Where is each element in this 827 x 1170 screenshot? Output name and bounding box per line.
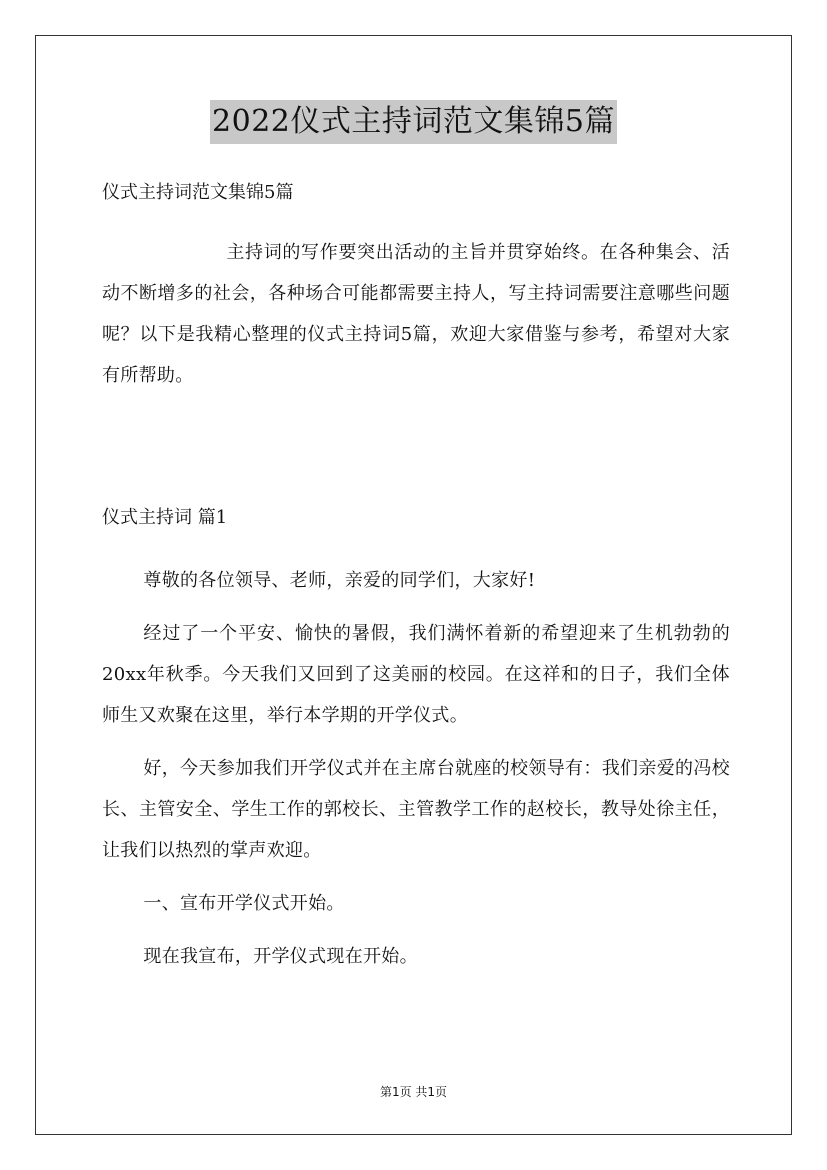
body-paragraph-4: 一、宣布开学仪式开始。 [143,893,345,914]
body-paragraph-3: 好，今天参加我们开学仪式并在主席台就座的校领导有：我们亲爱的冯校长、主管安全、学生工作的郭校长、主管教学工作的赵校长，教导处徐主任，让我们以热烈的掌声欢迎。 [102,758,730,861]
body-paragraph-5: 现在我宣布，开学仪式现在开始。 [143,946,418,967]
body-paragraph-1: 尊敬的各位领导、老师，亲爱的同学们，大家好! [143,570,536,591]
document-subtitle: 仪式主持词范文集锦5篇 [102,182,294,203]
intro-paragraph [102,232,730,396]
page-footer: 第1页 共1页 [379,1085,448,1099]
body-text [102,560,730,989]
intro-text: 主持词的写作要突出活动的主旨并贯穿始终。在各种集会、活动不断增多的社会，各种场合可能都需要主持人，写主持词需要注意哪些问题呢？以下是我精心整理的仪式主持词5篇，欢迎大家借鉴与参考，希望对大家有所帮助。 [102,242,730,386]
body-paragraph-2: 经过了一个平安、愉快的暑假，我们满怀着新的希望迎来了生机勃勃的20xx年秋季。今天我们又回到了这美丽的校园。在这祥和的日子，我们全体师生又欢聚在这里，举行本学期的开学仪式。 [102,623,730,726]
section-heading: 仪式主持词 篇1 [102,507,228,528]
document-title: 2022仪式主持词范文集锦5篇 [210,100,617,144]
title-container [0,100,827,144]
